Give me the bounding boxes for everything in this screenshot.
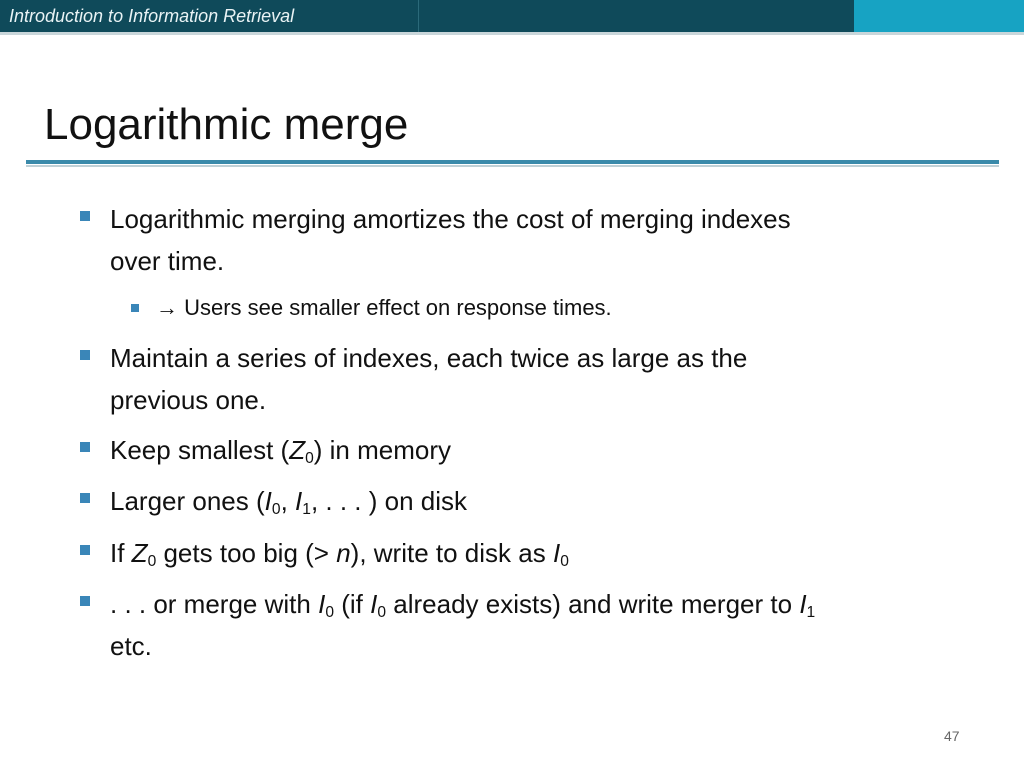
slide-title: Logarithmic merge (44, 100, 409, 149)
sub-bullet-marker (131, 304, 139, 312)
bullet-1-line-2: over time. (110, 246, 225, 276)
variable-z: Z (131, 538, 148, 568)
subscript: 1 (302, 500, 311, 518)
text-run: , (280, 486, 296, 516)
page-number: 47 (944, 728, 960, 744)
text-run: . . . or merge with (110, 589, 319, 619)
subscript: 0 (325, 603, 334, 621)
subscript: 0 (271, 500, 281, 518)
bullet-2-line-1: Maintain a series of indexes, each twice as large as the (110, 343, 748, 373)
variable-i: I (295, 486, 303, 516)
text-run: , . . . ) on disk (310, 486, 468, 516)
bullet-5-text (110, 532, 569, 583)
text-run: Larger ones ( (110, 486, 265, 516)
text-run: ), write to disk as (350, 538, 553, 568)
bullet-4-text (110, 480, 467, 531)
text-run: gets too big (> (156, 538, 337, 568)
bullet-marker (80, 596, 90, 606)
subscript: 0 (305, 449, 314, 467)
text-run: If (110, 538, 132, 568)
subscript: 0 (377, 603, 387, 621)
text-run: (if (334, 589, 371, 619)
subscript: 0 (147, 552, 157, 570)
text-run: already exists) and write merger to (386, 589, 800, 619)
bullet-marker (80, 211, 90, 221)
bullet-3-text (110, 429, 451, 480)
variable-i: I (318, 589, 326, 619)
variable-z: Z (289, 435, 306, 465)
bullet-6-line-1 (110, 583, 815, 634)
bullet-1-line-1: Logarithmic merging amortizes the cost of merging indexes (110, 204, 791, 234)
bullet-marker (80, 545, 90, 555)
text-run: Keep smallest ( (110, 435, 290, 465)
bullet-marker (80, 493, 90, 503)
variable-n: n (336, 538, 351, 568)
course-title: Introduction to Information Retrieval (9, 6, 295, 26)
bullet-marker (80, 350, 90, 360)
variable-i: I (370, 589, 378, 619)
variable-i: I (264, 486, 272, 516)
bullet-6-line-2: etc. (110, 631, 152, 661)
bullet-2-line-2: previous one. (110, 385, 267, 415)
variable-i: I (799, 589, 807, 619)
text-run: ) in memory (313, 435, 452, 465)
subscript: 1 (806, 603, 816, 621)
sub-bullet-text: → Users see smaller effect on response times. (156, 295, 612, 320)
subscript: 0 (560, 552, 569, 570)
bullet-marker (80, 442, 90, 452)
variable-i: I (552, 538, 561, 568)
